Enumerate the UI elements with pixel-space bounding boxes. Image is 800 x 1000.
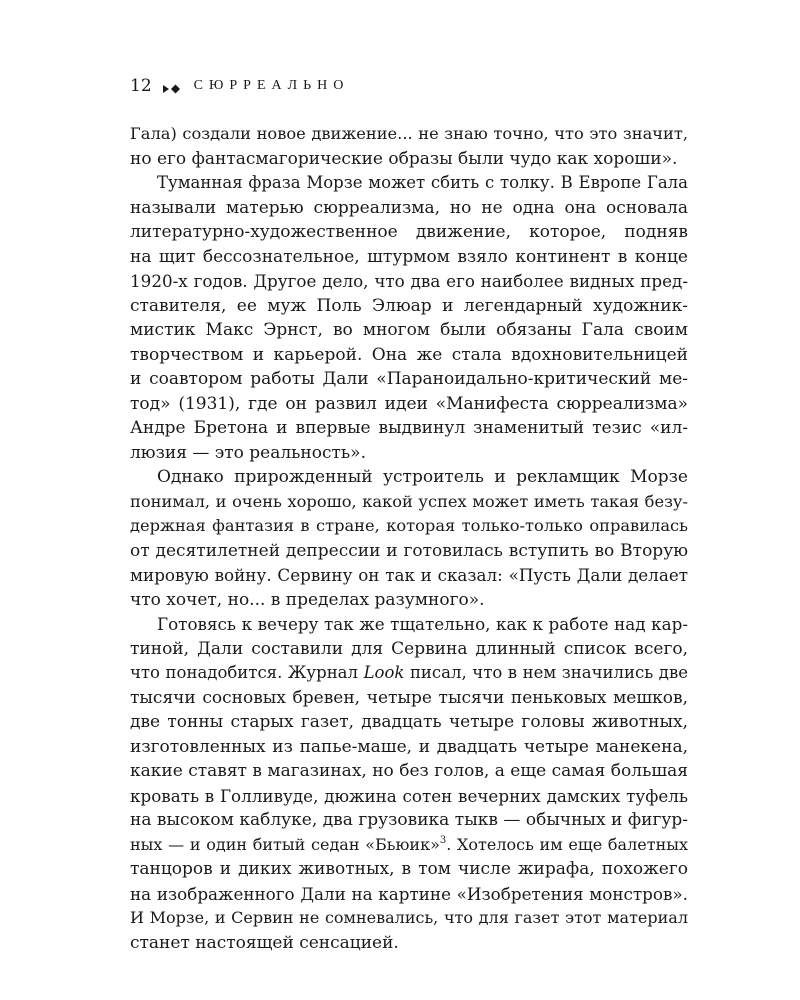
- text-line: Однако прирожденный устроитель и рекламщик Морзе: [157, 467, 688, 487]
- text-line: творчеством и карьерой. Она же стала вдохновительницей: [130, 344, 688, 365]
- section-title: СЮРРЕАЛЬНО: [193, 78, 350, 93]
- text-run: писал, что в нем значились две: [404, 663, 688, 682]
- text-line: Андре Бретона и впервые выдвинул знаменитый тезис «ил-: [130, 418, 688, 438]
- text-line: понимал, и очень хорошо, какой успех может иметь такая безу-: [130, 491, 688, 511]
- fleuron-icon: [162, 80, 180, 92]
- text-line: называли матерью сюрреализма, но не одна она основала: [130, 197, 688, 218]
- text-line: на изображенного Дали на картине «Изобретения монстров».: [130, 883, 688, 904]
- text-line: держная фантазия в стране, которая только-только оправилась: [130, 516, 688, 535]
- magazine-title: Look: [363, 663, 405, 682]
- text-line: на высоком каблуке, два грузовика тыкв — обычных и фигур-: [130, 810, 688, 830]
- text-line: мистик Макс Эрнст, во многом были обязаны Гала своим: [130, 320, 688, 340]
- text-line: [130, 661, 688, 686]
- text-line: две тонны старых газет, двадцать четыре головы животных,: [130, 712, 688, 732]
- page-number: 12: [130, 76, 152, 96]
- text-line: Туманная фраза Морзе может сбить с толку. В Европе Гала: [157, 173, 688, 192]
- footnote-marker: 3: [439, 834, 447, 846]
- text-line: тиной, Дали составили для Сервина длинный список всего,: [130, 638, 688, 659]
- text-line: ставителя, ее муж Поль Элюар и легендарный художник-: [130, 295, 688, 316]
- text-line: И Морзе, и Сервин не сомневались, что для газет этот материал: [130, 908, 688, 927]
- running-head: [130, 74, 349, 98]
- text-line: литературно-художественное движение, которое, подняв: [130, 222, 688, 242]
- text-line: [130, 833, 688, 858]
- text-run: что понадобится. Журнал: [130, 663, 364, 682]
- text-line: что хочет, но... в пределах разумного».: [130, 589, 485, 610]
- text-line: тод» (1931), где он развил идеи «Манифеста сюрреализма»: [130, 393, 688, 414]
- text-line: люзия — это реальность».: [130, 442, 366, 463]
- text-line: и соавтором работы Дали «Параноидально-критический ме-: [130, 369, 688, 389]
- text-line: но его фантасмагорические образы были чудо как хороши».: [130, 148, 678, 169]
- text-line: 1920-х годов. Другое дело, что два его наиболее видных пред-: [130, 271, 688, 291]
- text-line: кровать в Голливуде, дюжина сотен вечерних дамских туфель: [130, 785, 688, 806]
- text-line: танцоров и диких животных, в том числе жирафа, похожего: [130, 859, 688, 879]
- text-run: ных — и один битый седан «Бьюик»: [130, 834, 440, 854]
- text-line: от десятилетней депрессии и готовилась вступить во Вторую: [130, 540, 688, 561]
- text-line: какие ставят в магазинах, но без голов, а еще самая большая: [130, 761, 688, 781]
- text-line: на щит бессознательное, штурмом взяло континент в конце: [130, 246, 688, 267]
- text-line: мировую войну. Сервину он так и сказал: «Пусть Дали делает: [130, 565, 688, 585]
- text-line: тысячи сосновых бревен, четыре тысячи пеньковых мешков,: [130, 687, 688, 708]
- text-line: станет настоящей сенсацией.: [130, 932, 399, 953]
- text-line: Готовясь к вечеру так же тщательно, как к работе над кар-: [157, 614, 688, 634]
- text-line: изготовленных из папье-маше, и двадцать четыре манекена,: [130, 736, 688, 757]
- body-text: [130, 122, 688, 955]
- text-run: . Хотелось им еще балетных: [446, 834, 688, 854]
- text-line: Гала) создали новое движение... не знаю точно, что это значит,: [130, 124, 688, 143]
